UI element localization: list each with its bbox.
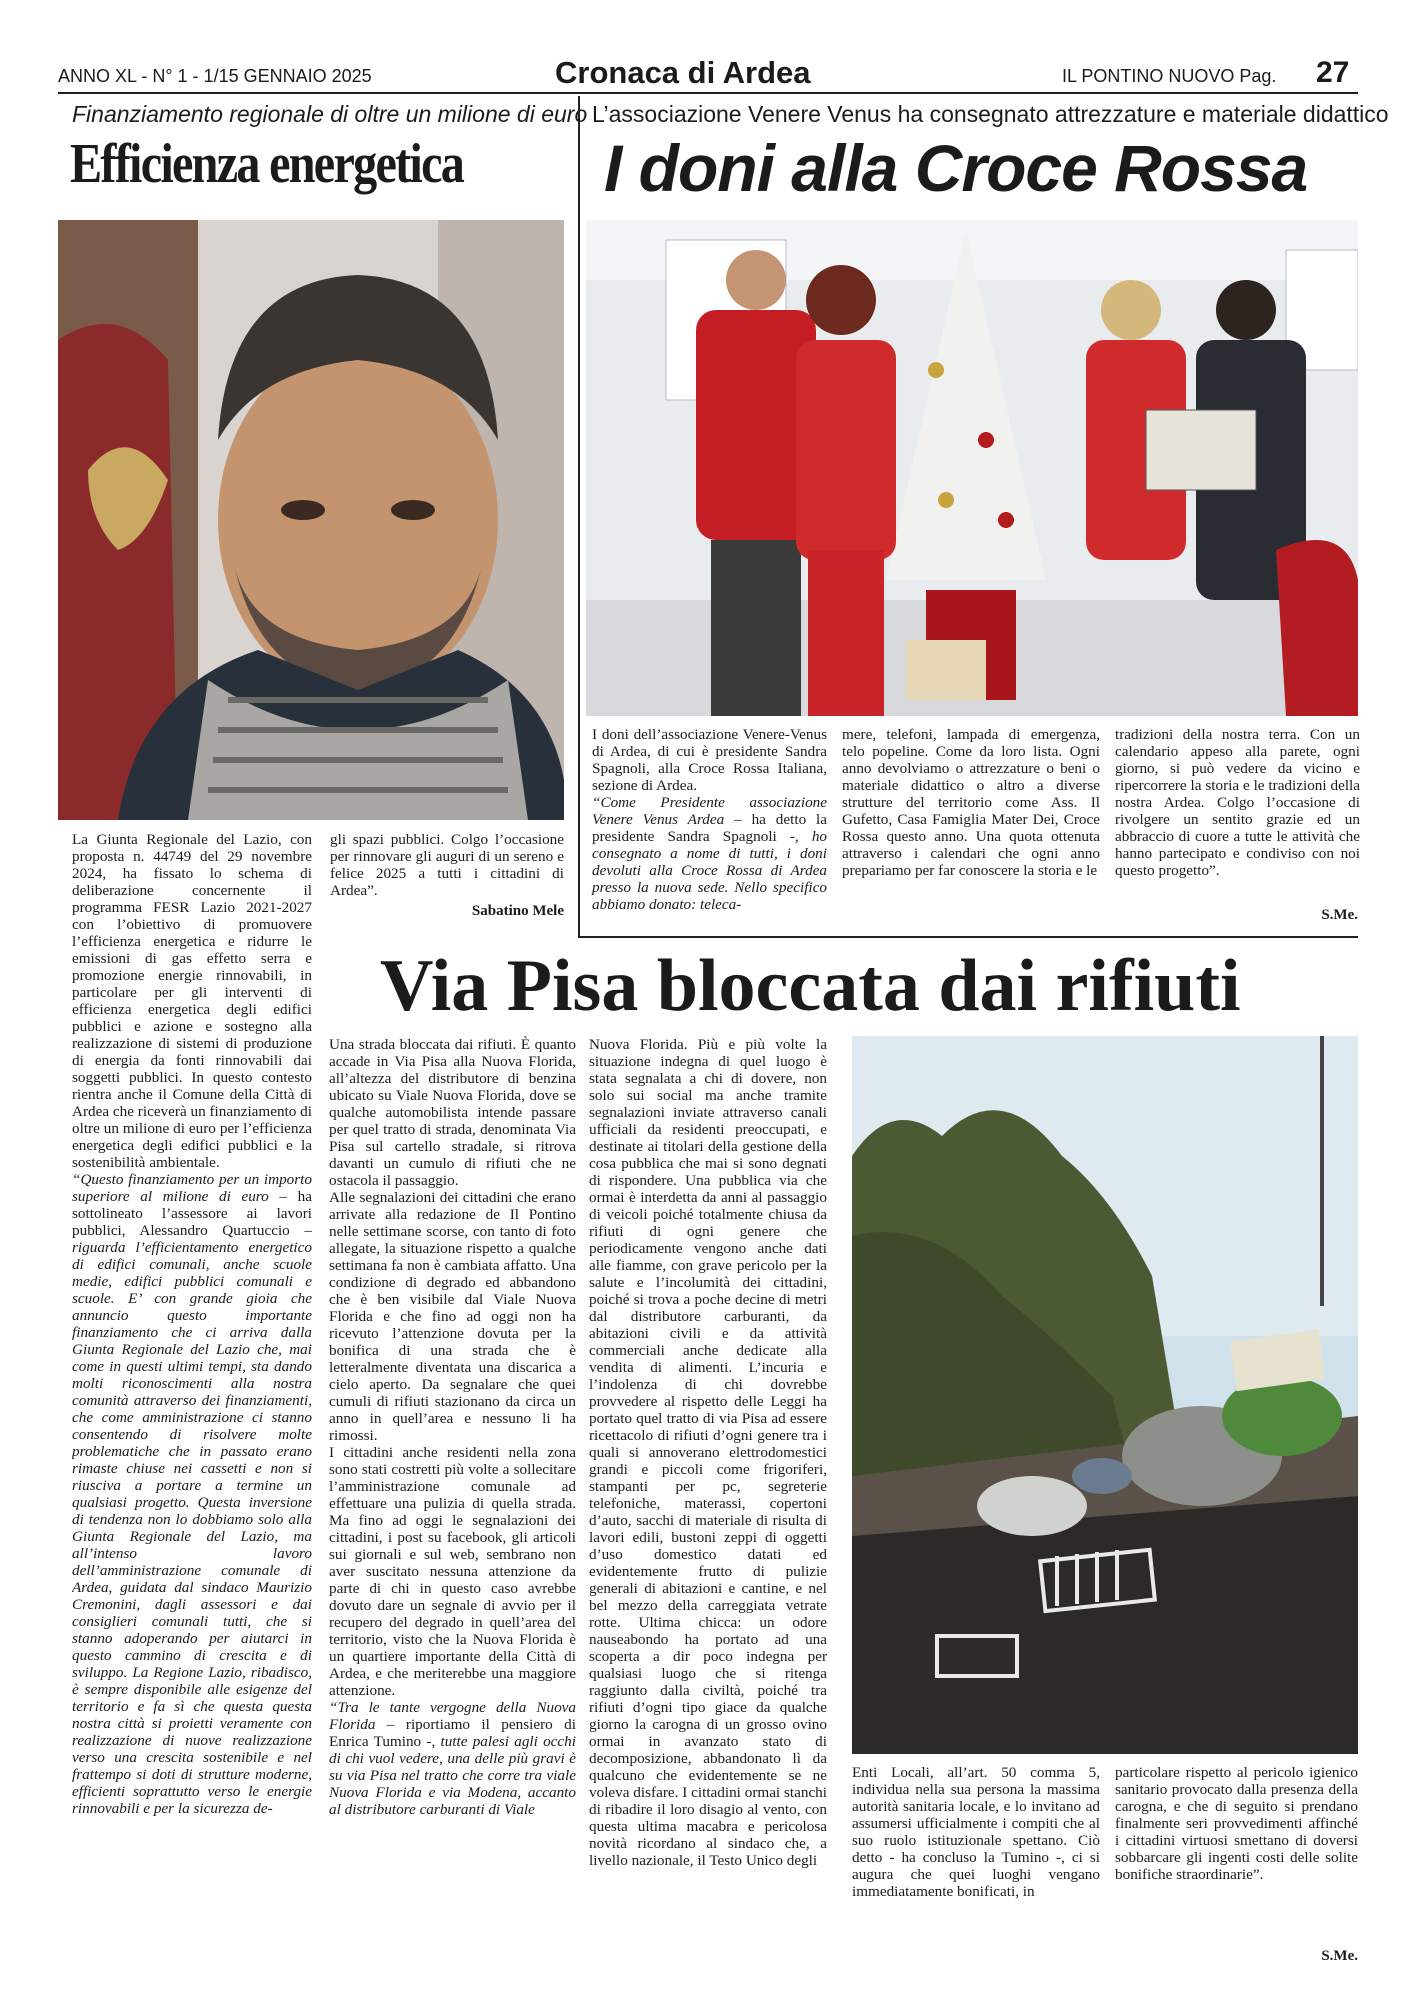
bottom-signature: S.Me. [1321,1948,1358,1964]
bottom-col1-intro: Una strada bloccata dai rifiuti. È quanto accade in Via Pisa alla Nuova Florida, all’altezza del distributore di benzina ubicato su Viale Nuova Florida, dove se qualche automobilista intende passare per quel tratto di strada, denominata Via Pisa sul cartello stradale, si ritrova davanti un cumulo di rifiuti che ne ostacola il passaggio. [329,1036,576,1189]
newspaper-name: IL PONTINO NUOVO Pag. [1062,66,1277,86]
left-quote-open: “Questo finanziamento per un importo superiore al milione di euro [72,1171,312,1205]
bottom-col3-text: Enti Locali, all’art. 50 comma 5, individua nella sua persona la massima autorità sanitaria locale, e lo invitano ad assumersi ufficialmente i compiti che al suo ruolo istituzionale spettano. Ciò detto [852,1764,1100,1866]
right-signature: S.Me. [1321,907,1358,923]
right-article-column-2 [842,726,1100,879]
issue-info: ANNO XL - N° 1 - 1/15 GENNAIO 2025 [58,66,372,86]
left-kicker: Finanziamento regionale di oltre un milione di euro [72,101,588,127]
left-article-column-2 [330,831,564,899]
bottom-headline: Via Pisa bloccata dai rifiuti [380,945,1241,1027]
right-article-column-3 [1115,726,1360,879]
column-divider-top [578,96,580,936]
left-headline: Efficienza energetica [70,133,464,195]
right-col2-text: mere, telefoni, lampada di emergenza, telo popeline. Come da loro lista. Ogni anno devolviamo o attrezzature o beni o materiale didattico o altro a diverse strutture del territorio come Ass. Il Gufetto, Casa Famiglia Mater Dei, Croce Rossa questo anno. Una quota ottenuta attraverso i calendari che ogni anno prepariamo per far conoscere la storia e le [842,726,1100,879]
bottom-article-column-2 [589,1036,827,1869]
left-quote-body: riguarda l’efficientamento energetico di edifici comunali, anche scuole medie, edifici pubblici comunali e scuole. E’ con grande gioia che annuncio questo importante finanziamento che ci arriva dalla Giunta Regionale del Lazio che, mai come in questi ultimi tempi, sta dando molti riconoscimenti alla nostra comunità attraverso dei finanziamenti, che come amministrazione ci stanno consentendo di risolvere molte problematiche che in passato erano rimaste chiuse nei cassetti e non si riusciva a portare a termine un qualsiasi progetto. Questa inversione di tendenza non lo dobbiamo solo alla Giunta Regionale del Lazio, ma all’intenso lavoro dell’amministrazione comunale di Ardea, guidata dal sindaco Maurizio Cremonini, dagli assessori e dai consiglieri comunali tutti, che si stanno adoperando per aiutarci in questo cammino di crescita e di sviluppo. La Regione Lazio, ribadisco, è sempre disponibile alle esigenze del territorio e fa sì che questa questa nostra città si proietti veramente con realizzazione di nuove realizzazione verso una crescita sostenibile e nel frattempo si doti di strutture moderne, efficienti soprattutto verso le energie rinnovabili e per la sicurezza de- [72,1239,312,1817]
right-kicker: L’associazione Venere Venus ha consegnato attrezzature e materiale didattico [592,101,1389,127]
left-signature: Sabatino Mele [471,903,564,919]
section-title: Cronaca di Ardea [555,55,811,90]
bottom-quote-open: “Tra le tante vergogne della Nuova Florida [329,1699,576,1733]
left-attribution: – ha sottolineato l’assessore ai lavori pubblici, Alessandro Quartuccio – [72,1188,312,1239]
right-col3-text: tradizioni della nostra terra. Con un calendario appeso alla parete, ogni giorno, si può vedere da vicino e ripercorrere la storia e le tradizioni della nostra Ardea. Colgo l’occasione di rivolgere un sentito grazie ed un abbraccio di cuore a tutte le attività che hanno partecipato e condiviso con noi questo progetto”. [1115,726,1360,879]
bottom-col3-end: ci si augura che quei luoghi vengano immediatamente bonificati, in [852,1849,1101,1900]
page-number: 27 [1316,56,1350,89]
bottom-col1-para3: I cittadini anche residenti nella zona sono stati costretti più volte a sollecitare l’amministrazione comunale ad effettuare una pulizia di quella strada. Ma fino ad oggi le segnalazioni dei cittadini, i post su facebook, gli articoli sui giornali e sul web, sembrano non aver suscitato nessuna attenzione da parte di chi in questo caso avrebbe dovuto dare un segnale di avvio per il recupero del degrado in quell’area del territorio, visto che la Nuova Florida è un quartiere importante della Città di Ardea, e che meriterebbe una maggiore attenzione. [329,1444,576,1699]
right-quote-body: ho consegnato a nome di tutti, i doni devoluti alla Croce Rossa di Ardea presso la nuova sede. Nello specifico abbiamo donato: teleca- [592,828,827,913]
right-article-column-1 [592,726,827,913]
portrait-photo [58,220,564,820]
right-headline: I doni alla Croce Rossa [604,131,1308,205]
left-col1-text: La Giunta Regionale del Lazio, con proposta n. 44749 del 29 novembre 2024, ha fissato lo schema di deliberazione concernente il programma FESR Lazio 2021-2027 con l’obiettivo di promuovere l’efficienza energetica e ridurre le emissioni di gas effetto serra e promozione energie rinnovabili, in particolare per gli interventi di efficienza energetica degli edifici pubblici e azione e sostegno alla realizzazione di sistemi di produzione di energia da fonti rinnovabili dai soggetti pubblici. In questo contesto rientra anche il Comune della Città di Ardea che riceverà un finanziamento di oltre un milione di euro per l’efficienza energetica degli edifici pubblici e la sostenibilità ambientale. [72,831,312,1171]
header-rule [58,92,1358,94]
bottom-col2-text: Nuova Florida. Più e più volte la situazione indegna di quel luogo è stata segnalata a chi di dovere, non solo sui social ma anche tramite segnalazioni inviate attraverso canali ufficiali da residenti preoccupati, e destinate ai titolari della gestione della cosa pubblica che mai si sono degnati di rispondere. Una pubblica via che ormai è interdetta da anni al passaggio di veicoli poiché totalmente chiusa da rifiuti di ogni genere che periodicamente vengono anche dati alle fiamme, con grave pericolo per la salute e l’incolumità dei cittadini, poiché si trova a poche decine di metri dal distributore carburanti, da abitazioni civili e da attività commerciali anche dedicate alla vendita di alimenti. L’incuria e l’indolenza di chi dovrebbe provvedere al rispetto delle Leggi ha portato quel tratto di via Pisa ad essere ricettacolo di rifiuti d’ogni genere tra i quali si annoverano elettrodomestici grandi e piccoli come frigoriferi, stampanti per pc, segreterie telefoniche, materassi, copertoni d’auto, sacchi di materiale di risulta di lavori edili, bustoni zeppi di oggetti d’uso domestico datati ed evidentemente frutto di pulizie generali di abitazioni e cantine, e nel bel mezzo della carreggiata vetrate rotte. Ultima chicca: un odore nauseabondo ha portato ad una scoperta a dir poco indegna per qualsiasi luogo che si ritenga raggiunto dalla civiltà, poiché tra rifiuti d’ogni tipo giace da qualche giorno la carogna di un grosso ovino ormai in avanzato stato di decomposizione, abbandonato lì da qualcuno che evidentemente se ne voleva disfare. I cittadini ormai stanchi di ribadire il loro disagio al vento, con questa ultima macabra e pericolosa novità ricordano al sindaco che, a livello nazionale, il Testo Unico degli [589,1036,827,1869]
divider-joint [578,936,580,938]
section-divider [578,936,1358,938]
right-quote-open: “Come Presidente associazione Venere Venus Ardea [592,794,827,828]
bottom-col4-text: particolare rispetto al pericolo igienico sanitario provocato dalla presenza della carogna, e che di seguito si prendano finalmente seri provvedimenti affinché i cittadini virtuosi smettano di doversi sobbarcare gli ingenti costi delle solite bonifiche straordinarie”. [1115,1764,1358,1883]
left-col2-text: gli spazi pubblici. Colgo l’occasione per rinnovare gli auguri di un sereno e felice 2025 a tutti i cittadini di Ardea”. [330,831,564,899]
bottom-article-column-4 [1115,1764,1358,1883]
left-article-column-1 [72,831,312,1981]
bottom-article-column-3 [852,1764,1100,1900]
bottom-attribution: – riportiamo il pensiero di Enrica Tumino -, [329,1716,576,1750]
red-cross-photo [586,220,1358,716]
bottom-col3-attribution: - ha concluso la Tumino -, [882,1849,1072,1866]
bottom-quote-body: tutte palesi agli occhi di chi vuol vedere, una delle più gravi è su via Pisa nel tratto che corre tra viale Nuova Florida e via Modena, accanto al distributore carburanti di Viale [329,1733,576,1818]
right-col1-intro: I doni dell’associazione Venere-Venus di Ardea, di cui è presidente Sandra Spagnoli, alla Croce Rossa Italiana, sezione di Ardea. [592,726,827,794]
bottom-article-column-1 [329,1036,576,1818]
waste-photo [852,1036,1358,1754]
right-attribution: – ha detto la presidente Sandra Spagnoli -, [592,811,828,845]
bottom-col1-para2: Alle segnalazioni dei cittadini che erano arrivate alla redazione de Il Pontino nelle settimane scorse, con tanto di foto allegate, la situazione rispetto a qualche settimana fa non è cambiata affatto. Una condizione di degrado ed abbandono che è ben visibile dal Viale Nuova Florida e che fino ad oggi non ha ricevuto l’attenzione dovuta per la bonifica di una strada che è letteralmente diventata una discarica a cielo aperto. Da segnalare che quei cumuli di rifiuti stazionano da circa un anno in quell’area e nessuno li ha rimossi. [329,1189,576,1444]
